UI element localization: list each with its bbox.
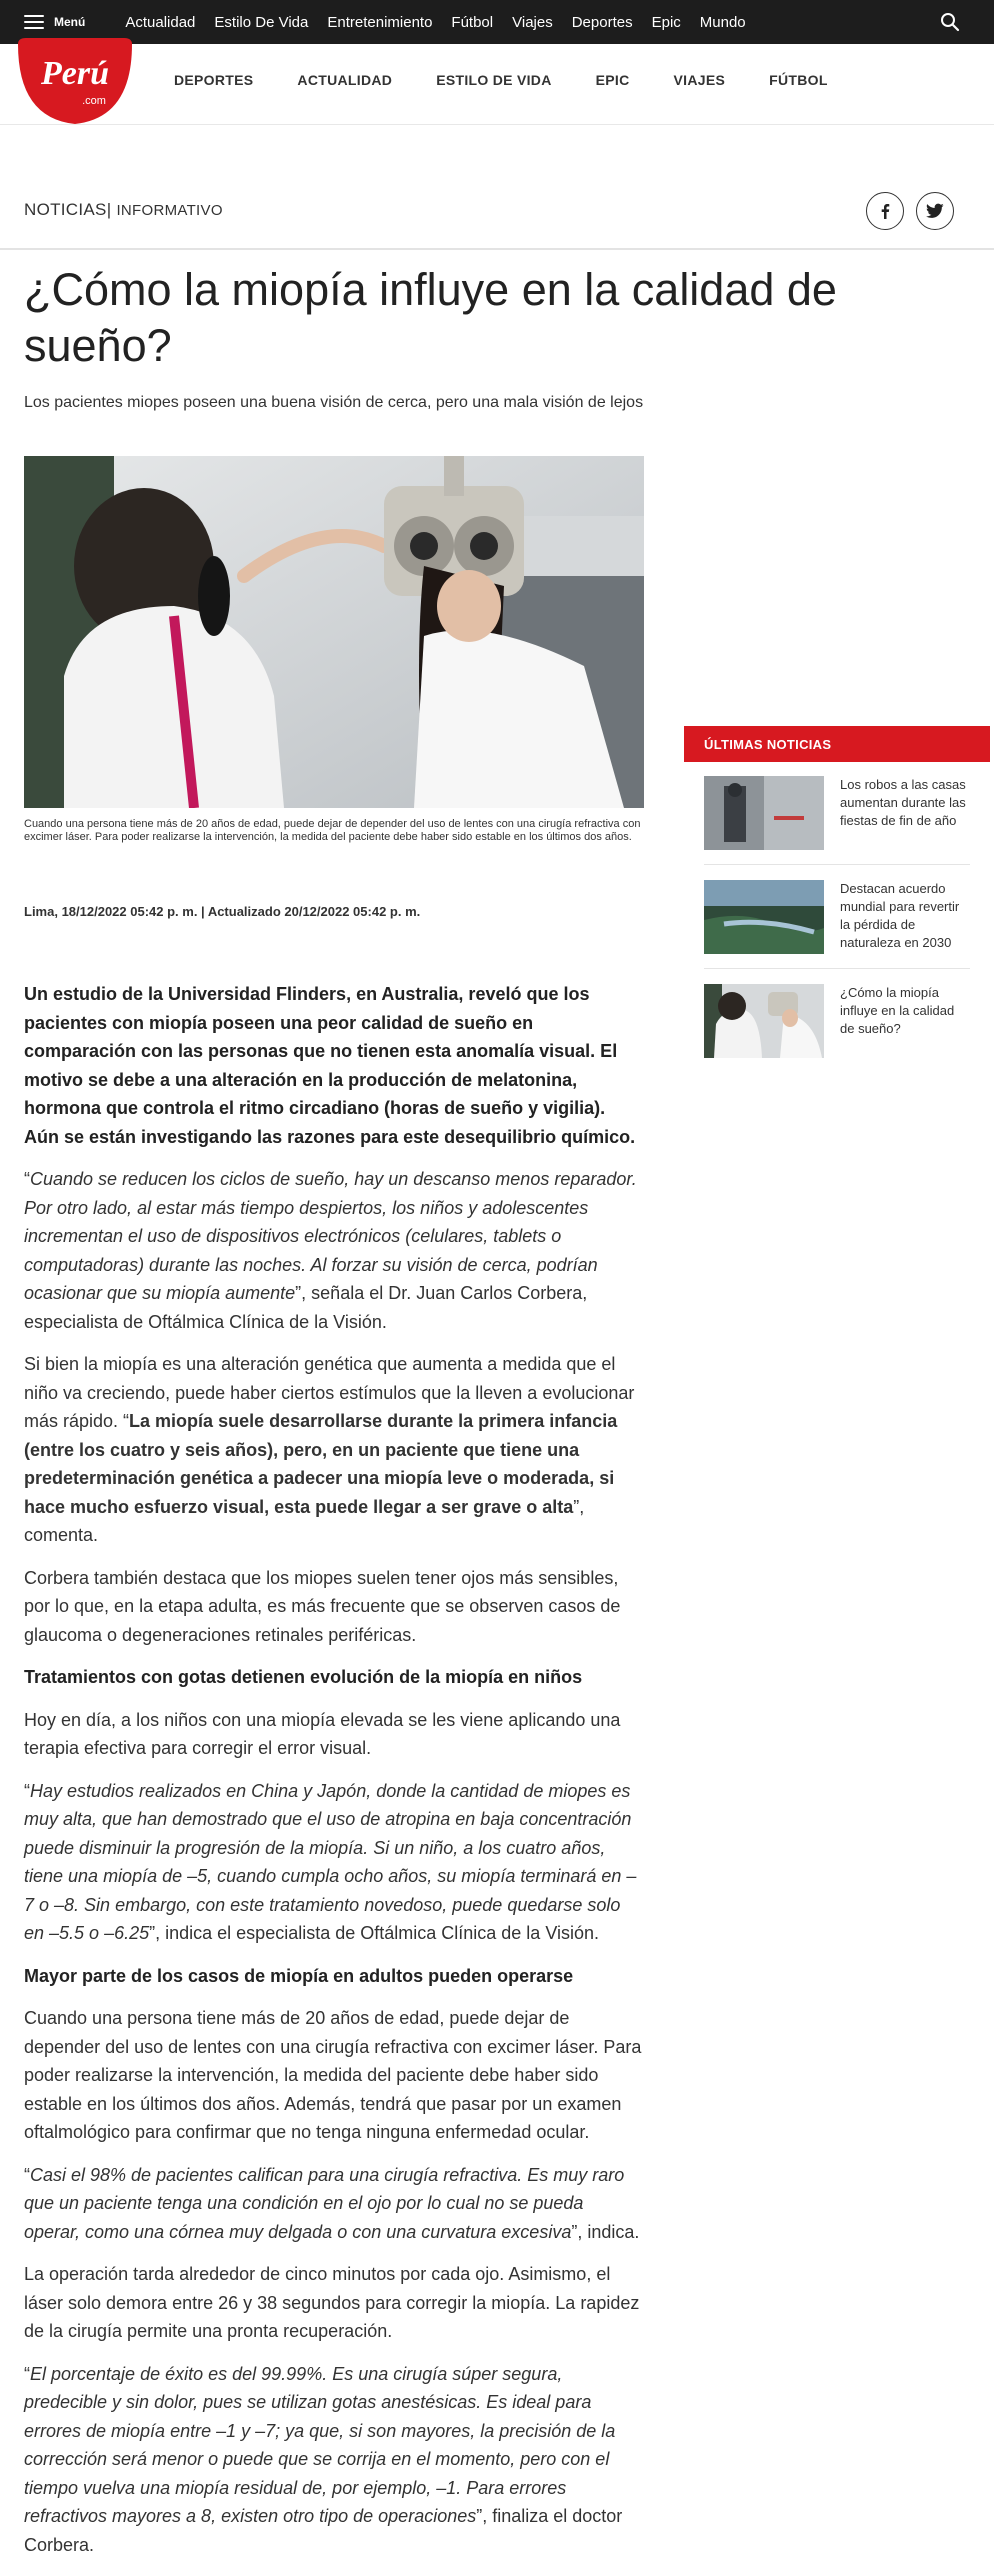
latest-news-item[interactable]	[704, 776, 970, 850]
breadcrumb-separator: |	[106, 200, 112, 219]
latest-news-item[interactable]	[704, 880, 970, 954]
breadcrumb	[24, 200, 223, 220]
breadcrumb-informativo[interactable]: INFORMATIVO	[116, 202, 223, 219]
news-thumbnail[interactable]	[704, 880, 824, 954]
news-thumbnail[interactable]	[704, 776, 824, 850]
section-heading: Mayor parte de los casos de miopía en adultos pueden operarse	[24, 1965, 574, 1986]
section-nav-viajes[interactable]: VIAJES	[673, 72, 726, 88]
twitter-share-button[interactable]	[916, 192, 954, 230]
top-nav-epic[interactable]: Epic	[651, 13, 681, 31]
article-paragraph: Corbera también destaca que los miopes suelen tener ojos más sensibles, por lo que, en la etapa adulta, es más frecuente que se observen casos de glaucoma o degeneraciones retinales periféricas.	[24, 1567, 621, 1645]
latest-news-heading: ÚLTIMAS NOTICIAS	[684, 726, 990, 762]
eye-exam-photo	[24, 456, 644, 808]
search-icon[interactable]	[940, 12, 960, 32]
breadcrumb-noticias[interactable]: NOTICIAS	[24, 200, 107, 219]
section-nav-actualidad[interactable]: ACTUALIDAD	[297, 72, 393, 88]
latest-news-item[interactable]	[704, 984, 970, 1058]
quote-attribution: , señala el Dr. Juan Carlos Corbera, especialista de Oftálmica Clínica de la Visión.	[24, 1283, 588, 1332]
article-paragraph: Cuando una persona tiene más de 20 años de edad, puede dejar de depender del uso de lentes con una cirugía refractiva con excimer láser. Para poder realizarse la intervención, la medida del paciente debe haber sido estable en los últimos dos años. Además, tendrá que pasar por un examen oftalmológico para confirmar que no tenga ninguna enfermedad ocular.	[24, 2008, 642, 2142]
quote-text: El porcentaje de éxito es del 99.99%. Es una cirugía súper segura, predecible y sin dolor, pues se utilizan gotas anestésicas. Es ideal para errores de miopía entre –1 y –7; ya que, si son mayores, la precisión de la corrección será menor o puede que se corrija en el momento, pero con el tiempo vuelva una miopía residual de, por ejemplo, –1. Para errores refractivos mayores a 8, existen otro tipo de operaciones	[24, 2363, 616, 2526]
quote-text: Casi el 98% de pacientes califican para una cirugía refractiva. Es muy raro que un paciente tenga una condición en el ojo por lo cual no se pueda operar, como una córnea muy delgada o con una curvatura excesiva	[24, 2164, 625, 2242]
section-nav-futbol[interactable]: FÚTBOL	[769, 72, 828, 88]
top-nav-mundo[interactable]: Mundo	[699, 13, 746, 31]
publication-date: Lima, 18/12/2022 05:42 p. m. | Actualizado 20/12/2022 05:42 p. m.	[24, 904, 421, 919]
section-nav-estilo-de-vida[interactable]: ESTILO DE VIDA	[436, 72, 552, 88]
image-caption: Cuando una persona tiene más de 20 años de edad, puede dejar de depender del uso de lentes con una cirugía refractiva con excimer láser. Para poder realizarse la intervención, la medida del paciente debe haber sido estable en los últimos dos años.	[24, 818, 641, 843]
top-nav-entretenimiento[interactable]: Entretenimiento	[327, 13, 433, 31]
article-subtitle: Los pacientes miopes poseen una buena visión de cerca, pero una mala visión de lejos	[24, 394, 644, 411]
logo-text: Perú	[41, 55, 109, 92]
article-paragraph: Hoy en día, a los niños con una miopía elevada se les viene aplicando una terapia efectiva para corregir el error visual.	[24, 1709, 621, 1758]
news-title[interactable]: Destacan acuerdo mundial para revertir la pérdida de naturaleza en 2030	[840, 881, 960, 950]
quote-text: Hay estudios realizados en China y Japón, donde la cantidad de miopes es muy alta, que han demostrado que el uso de atropina en baja concentración puede disminuir la progresión de la miopía. Si un niño, a los cuatro años, tiene una miopía de –5, cuando cumpla ocho años, su miopía terminará en –7 o –8. Sin embargo, con este tratamiento novedoso, puede quedarse solo en –5.5 o –6.25	[24, 1780, 637, 1943]
article-paragraph: “El porcentaje de éxito es del 99.99%. Es una cirugía súper segura, predecible y sin dolor, pues se utilizan gotas anestésicas. Es ideal para errores de miopía entre –1 y –7; ya que, si son mayores, la precisión de la corrección será menor o puede que se corrija en el momento, pero con el tiempo vuelva una miopía residual de, por ejemplo, –1. Para errores refractivos mayores a 8, existen otro tipo de operaciones”, finaliza el doctor Corbera.	[24, 2363, 623, 2555]
top-nav	[125, 14, 764, 31]
header-divider	[0, 248, 994, 250]
bold-quote: La miopía suele desarrollarse durante la primera infancia (entre los cuatro y seis años), pero, en un paciente que tiene una predeterminación genética a padecer una miopía leve o moderada, si hace mucho esfuerzo visual, esta puede llegar a ser grave o alta	[24, 1411, 618, 1517]
article-paragraph: “Hay estudios realizados en China y Japón, donde la cantidad de miopes es muy alta, que han demostrado que el uso de atropina en baja concentración puede disminuir la progresión de la miopía. Si un niño, a los cuatro años, tiene una miopía de –5, cuando cumpla ocho años, su miopía terminará en –7 o –8. Sin embargo, con este tratamiento novedoso, puede quedarse solo en –5.5 o –6.25”, indica el especialista de Oftálmica Clínica de la Visión.	[24, 1780, 637, 1943]
article-lead: Un estudio de la Universidad Flinders, en Australia, reveló que los pacientes con miopía poseen una peor calidad de sueño en comparación con las personas que no tienen esta anomalía visual. El motivo se debe a una alteración en la producción de melatonina, hormona que controla el ritmo circadiano (horas de sueño y vigilia). Aún se están investigando las razones para este desequilibrio químico.	[24, 984, 636, 1147]
section-nav	[174, 72, 872, 88]
article-title: ¿Cómo la miopía influye en la calidad de sueño?	[24, 264, 837, 371]
menu-label: Menú	[54, 15, 86, 29]
article-body	[24, 980, 644, 2560]
site-logo[interactable]	[16, 38, 134, 124]
top-nav-viajes[interactable]: Viajes	[512, 13, 553, 31]
menu-button[interactable]	[24, 15, 85, 29]
logo-suffix: .com	[82, 95, 106, 107]
top-nav-futbol[interactable]: Fútbol	[451, 13, 494, 31]
quote-attribution: , indica el especialista de Oftálmica Clínica de la Visión.	[155, 1923, 600, 1943]
article-paragraph: La operación tarda alrededor de cinco minutos por cada ojo. Asimismo, el láser solo demora entre 26 y 38 segundos para corregir la miopía. La rapidez de la cirugía permite una pronta recuperación.	[24, 2264, 640, 2341]
article-paragraph: “Casi el 98% de pacientes califican para una cirugía refractiva. Es muy raro que un paciente tenga una condición en el ojo por lo cual no se pueda operar, como una córnea muy delgada o con una curvatura excesiva”, indica.	[24, 2164, 640, 2242]
facebook-icon	[877, 203, 893, 219]
news-divider	[704, 968, 970, 969]
top-nav-actualidad[interactable]: Actualidad	[125, 13, 196, 31]
news-title[interactable]: Los robos a las casas aumentan durante las fiestas de fin de año	[840, 777, 966, 828]
top-nav-estilo-de-vida[interactable]: Estilo De Vida	[214, 13, 309, 31]
nav-divider	[0, 124, 994, 125]
quote-attribution: , finaliza el doctor Corbera.	[24, 2506, 623, 2555]
top-bar	[0, 0, 994, 44]
news-title[interactable]: ¿Cómo la miopía influye en la calidad de sueño?	[840, 985, 955, 1036]
paragraph-text: Si bien la miopía es una alteración genética que aumenta a medida que el niño va creciendo, puede haber ciertos estímulos que la lleven a evolucionar más rápido.	[24, 1354, 635, 1431]
twitter-icon	[926, 203, 944, 219]
article-paragraph: “Cuando se reducen los ciclos de sueño, hay un descanso menos reparador. Por otro lado, al estar más tiempo despiertos, los niños y adolescentes incrementan el uso de dispositivos electrónicos (celulares, tablets o computadoras) durante las noches. Al forzar su visión de cerca, podrían ocasionar que su miopía aumente”, señala el Dr. Juan Carlos Corbera, especialista de Oftálmica Clínica de la Visión.	[24, 1169, 637, 1332]
quote-attribution: , indica.	[577, 2221, 640, 2242]
article-hero-image	[24, 456, 644, 808]
news-divider	[704, 864, 970, 865]
top-nav-deportes[interactable]: Deportes	[571, 13, 633, 31]
hamburger-icon	[24, 15, 44, 29]
quote-text: Cuando se reducen los ciclos de sueño, hay un descanso menos reparador. Por otro lado, al estar más tiempo despiertos, los niños y adolescentes incrementan el uso de dispositivos electrónicos (celulares, tablets o computadoras) durante las noches. Al forzar su visión de cerca, podrían ocasionar que su miopía aumente	[24, 1169, 637, 1303]
quote-attribution: , comenta.	[24, 1496, 585, 1545]
news-thumbnail[interactable]	[704, 984, 824, 1058]
article-paragraph: Si bien la miopía es una alteración genética que aumenta a medida que el niño va creciendo, puede haber ciertos estímulos que la lleven a evolucionar más rápido. “La miopía suele desarrollarse durante la primera infancia (entre los cuatro y seis años), pero, en un paciente que tiene una predeterminación genética a padecer una miopía leve o moderada, si hace mucho esfuerzo visual, esta puede llegar a ser grave o alta”, comenta.	[24, 1354, 635, 1545]
section-nav-epic[interactable]: EPIC	[595, 72, 630, 88]
facebook-share-button[interactable]	[866, 192, 904, 230]
section-nav-deportes[interactable]: DEPORTES	[174, 72, 254, 88]
section-heading: Tratamientos con gotas detienen evolución de la miopía en niños	[24, 1667, 583, 1687]
